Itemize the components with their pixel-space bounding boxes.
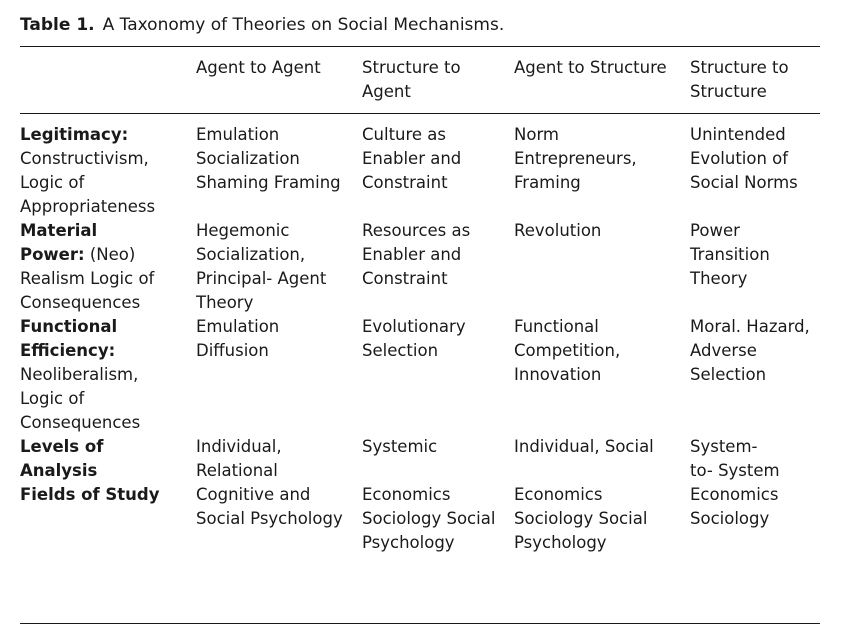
- row-title: Functional Efficiency:: [20, 317, 118, 360]
- table-cell: Individual, Relational: [196, 437, 282, 480]
- row-subtitle: Neoliberalism, Logic of Consequences: [20, 365, 141, 432]
- table-row: [20, 219, 820, 315]
- row-subtitle: Constructivism, Logic of Appropriateness: [20, 149, 156, 216]
- table-cell: Cognitive and Social Psychology: [196, 485, 343, 528]
- row-header-cell: [20, 113, 196, 219]
- table-cell: Hegemonic Socialization, Principal- Agent Theory: [196, 221, 327, 312]
- taxonomy-table: [20, 56, 820, 555]
- row-title-suffix: (Neo): [84, 245, 136, 264]
- row-title-group: [20, 219, 196, 267]
- table-header-row: [20, 56, 820, 113]
- table-top-rule: [20, 46, 820, 47]
- table-cell: Economics Sociology: [690, 485, 779, 528]
- table-cell: Revolution: [514, 221, 602, 240]
- row-title: Legitimacy:: [20, 125, 129, 144]
- row-header-cell: [20, 483, 196, 555]
- table-cell: Emulation Diffusion: [196, 317, 280, 360]
- column-header-structure-to-agent: Structure to Agent: [362, 58, 461, 101]
- table-bottom-rule: [20, 623, 820, 624]
- column-header-agent-to-structure: Agent to Structure: [514, 58, 667, 77]
- table-caption-label: Table 1.: [20, 15, 95, 35]
- row-title: Levels of Analysis: [20, 437, 104, 480]
- table-cell: Power Transition Theory: [690, 221, 770, 288]
- table-cell: Economics Sociology Social Psychology: [362, 485, 496, 552]
- column-header: [20, 56, 196, 113]
- table-cell: Culture as Enabler and Constraint: [362, 125, 462, 192]
- table-cell: Economics Sociology Social Psychology: [514, 485, 648, 552]
- table-row: [20, 435, 820, 483]
- table-cell: Functional Competition, Innovation: [514, 317, 621, 384]
- row-title: Fields of Study: [20, 485, 160, 504]
- table-cell: Resources as Enabler and Constraint: [362, 221, 471, 288]
- column-header-structure-to-structure: Structure to Structure: [690, 58, 789, 101]
- table-cell: System- to- System: [690, 437, 780, 480]
- row-title: Material Power:: [20, 221, 98, 264]
- table-cell: Norm Entrepreneurs, Framing: [514, 125, 637, 192]
- table-caption: [20, 13, 504, 37]
- table-row: [20, 113, 820, 219]
- table-row: [20, 483, 820, 555]
- table-cell: Individual, Social: [514, 437, 654, 456]
- row-header-cell: [20, 435, 196, 483]
- table-cell: Moral. Hazard, Adverse Selection: [690, 317, 810, 384]
- row-header-cell: [20, 315, 196, 435]
- table-caption-title: A Taxonomy of Theories on Social Mechanisms.: [102, 15, 505, 35]
- row-header-cell: [20, 219, 196, 315]
- table-cell: Unintended Evolution of Social Norms: [690, 125, 798, 192]
- table-cell: Evolutionary Selection: [362, 317, 466, 360]
- row-subtitle: Realism Logic of Consequences: [20, 269, 155, 312]
- column-header-agent-to-agent: Agent to Agent: [196, 58, 321, 77]
- table-cell: Emulation Socialization Shaming Framing: [196, 125, 341, 192]
- table-cell: Systemic: [362, 437, 438, 456]
- table-row: [20, 315, 820, 435]
